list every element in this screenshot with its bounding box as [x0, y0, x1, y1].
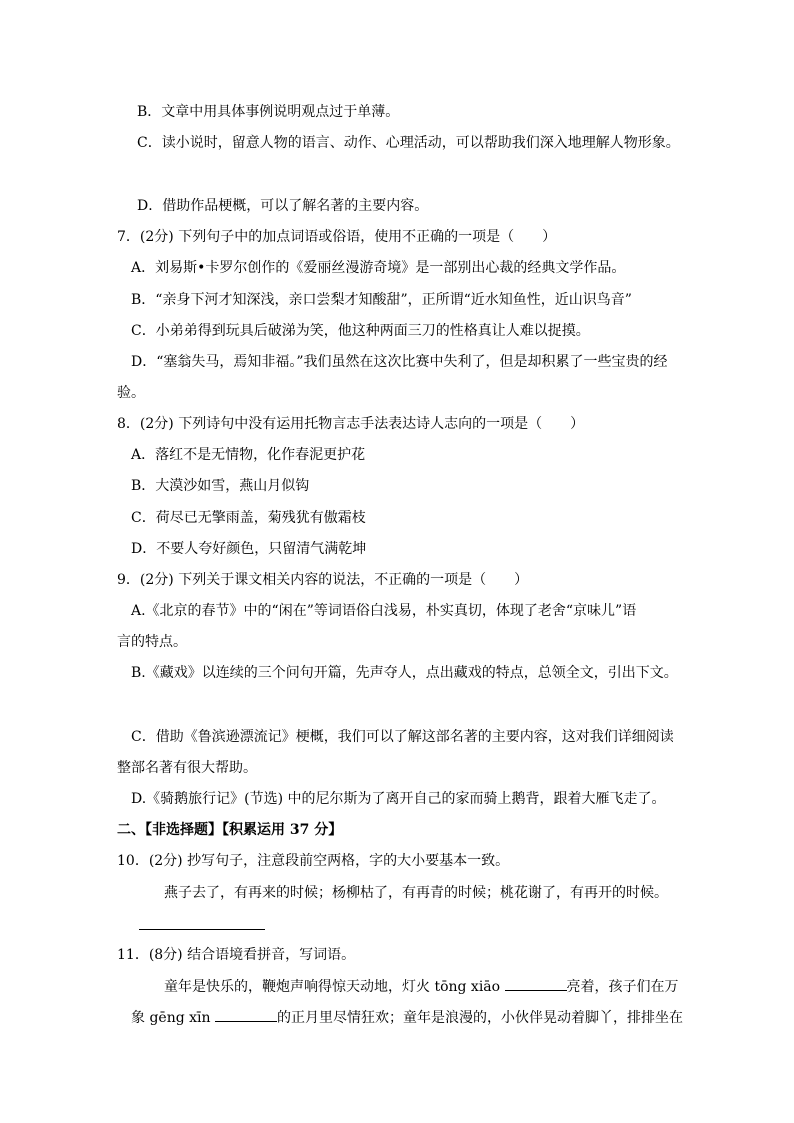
q11-paragraph-line1 [164, 976, 679, 997]
q8-option-a: A．落红不是无情物，化作春泥更护花 [131, 447, 366, 463]
q9-option-c-line2: 整部名著有很大帮助。 [117, 760, 257, 776]
q7-option-a: A．刘易斯•卡罗尔创作的《爱丽丝漫游奇境》是一部别出心裁的经典文学作品。 [131, 260, 626, 276]
q9-option-a-line2: 言的特点。 [117, 634, 187, 650]
q7-option-d-line1: D．“塞翁失马，焉知非福。”我们虽然在这次比赛中失利了，但是却积累了一些宝贵的经 [131, 354, 668, 370]
q6-option-c: C．读小说时，留意人物的语言、动作、心理活动，可以帮助我们深入地理解人物形象。 [137, 135, 680, 151]
q9-option-b: B.《藏戏》以连续的三个问句开篇，先声夺人，点出藏戏的特点，总领全文，引出下文。 [131, 665, 678, 681]
q11-text-after-blank2: 的正月里尽情狂欢；童年是浪漫的，小伙伴晃动着脚丫，排排坐在 [276, 1010, 683, 1026]
q9-stem: 9．(2分) 下列关于课文相关内容的说法，不正确的一项是（ ） [117, 572, 529, 588]
q8-option-b: B．大漠沙如雪，燕山月似钩 [131, 478, 310, 494]
q10-stem: 10．(2分) 抄写句子，注意段前空两格，字的大小要基本一致。 [117, 853, 510, 869]
answer-blank-2[interactable] [215, 1007, 277, 1022]
q9-option-c-line1: C．借助《鲁滨逊漂流记》梗概，我们可以了解这部名著的主要内容，这对我们详细阅读 [131, 729, 674, 745]
q7-option-b: B．“亲身下河才知深浅，亲口尝梨才知酸甜”，正所谓“近水知鱼性，近山识鸟音” [131, 292, 632, 308]
q6-option-b: B．文章中用具体事例说明观点过于单薄。 [137, 104, 400, 120]
answer-blank-1[interactable] [505, 976, 567, 991]
q9-option-d: D.《骑鹅旅行记》(节选) 中的尼尔斯为了离开自己的家而骑上鹅背，跟着大雁飞走了。 [131, 791, 666, 807]
q11-paragraph-line2 [131, 1007, 683, 1028]
q11-stem: 11．(8分) 结合语境看拼音，写词语。 [117, 947, 356, 963]
q8-stem: 8．(2分) 下列诗句中没有运用托物言志手法表达诗人志向的一项是（ ） [117, 416, 585, 432]
q10-answer-line[interactable] [139, 929, 265, 930]
section-heading: 二、【非选择题】【积累运用 37 分】 [117, 822, 343, 838]
q7-stem: 7．(2分) 下列句子中的加点词语或俗语，使用不正确的一项是（ ） [117, 229, 557, 245]
q11-text-after-blank1: 亮着，孩子们在万 [566, 979, 679, 995]
q7-option-d-line2: 验。 [117, 385, 145, 401]
q11-text-before-blank2: 象 gēng xīn [131, 1010, 215, 1026]
q6-option-d: D．借助作品梗概，可以了解名著的主要内容。 [137, 198, 429, 214]
q9-option-a-line1: A.《北京的春节》中的“闲在”等词语俗白浅易，朴实真切，体现了老舍“京味儿”语 [131, 603, 637, 619]
q10-sentence: 燕子去了，有再来的时候；杨柳枯了，有再青的时候；桃花谢了，有再开的时候。 [164, 885, 668, 901]
q7-option-c: C．小弟弟得到玩具后破涕为笑，他这种两面三刀的性格真让人难以捉摸。 [131, 323, 590, 339]
q8-option-d: D．不要人夸好颜色，只留清气满乾坤 [131, 541, 367, 557]
q11-text-before-blank1: 童年是快乐的，鞭炮声响得惊天动地，灯火 tōng xiāo [164, 979, 505, 995]
q8-option-c: C．荷尽已无擎雨盖，菊残犹有傲霜枝 [131, 510, 366, 526]
